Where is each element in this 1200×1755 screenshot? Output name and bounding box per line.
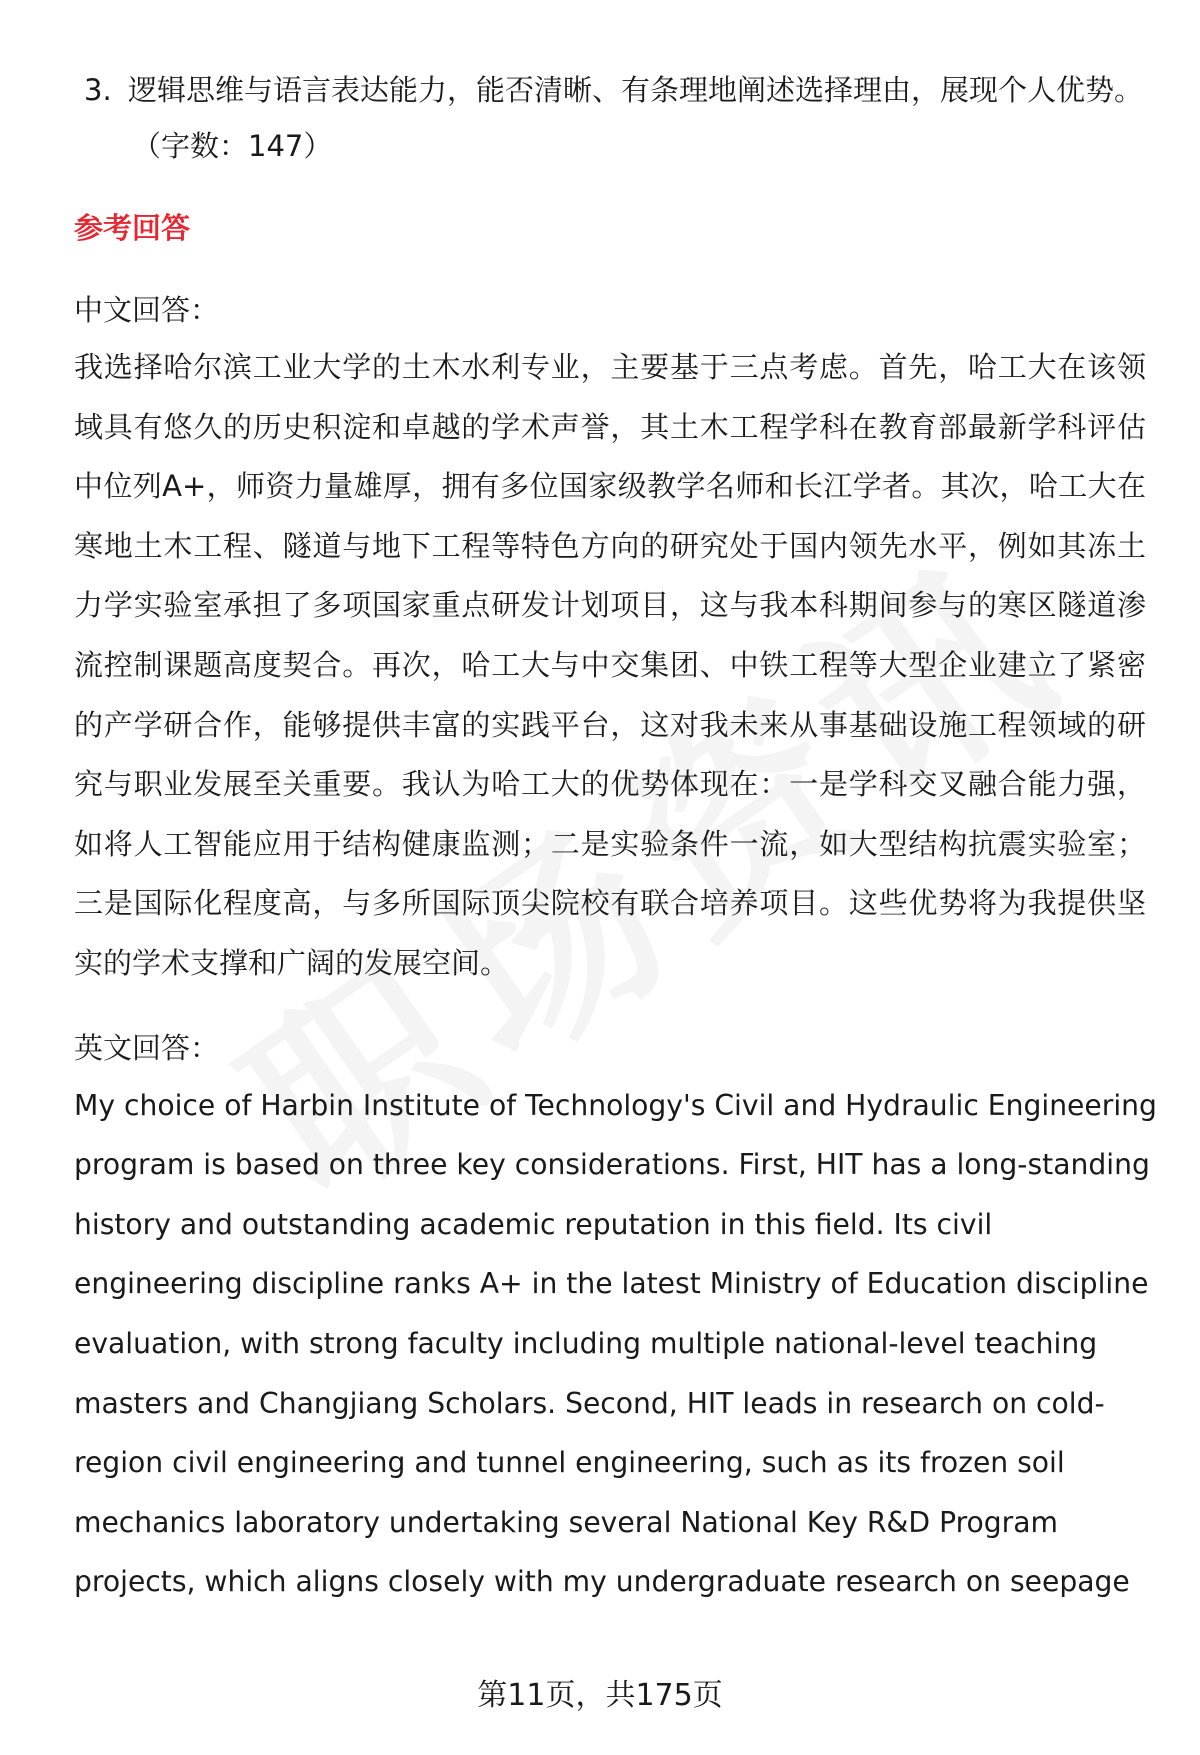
list-number: 3. bbox=[84, 73, 112, 107]
chinese-answer-paragraph: 我选择哈尔滨工业大学的土木水利专业，主要基于三点考虑。首先，哈工大在该领域具有悠久的历史积淀和卓越的学术声誉，其土木工程学科在教育部最新学科评估中位列A+，师资力量雄厚，拥有多位国家级教学名师和长江学者。其次，哈工大在寒地土木工程、隧道与地下工程等特色方向的研究处于国内领先水平，例如其冻土力学实验室承担了多项国家重点研发计划项目，这与我本科期间参与的寒区隧道渗流控制课题高度契合。再次，哈工大与中交集团、中铁工程等大型企业建立了紧密的产学研合作，能够提供丰富的实践平台，这对我未来从事基础设施工程领域的研究与职业发展至关重要。我认为哈工大的优势体现在：一是学科交叉融合能力强，如将人工智能应用于结构健康监测；二是实验条件一流，如大型结构抗震实验室；三是国际化程度高，与多所国际顶尖院校有联合培养项目。这些优势将为我提供坚实的学术支撑和广阔的发展空间。 bbox=[74, 350, 1146, 980]
word-count: （字数：147） bbox=[132, 129, 333, 163]
chinese-answer-label: 中文回答： bbox=[74, 293, 220, 327]
document-body bbox=[74, 62, 1157, 1612]
english-answer-label: 英文回答： bbox=[74, 1030, 220, 1065]
requirement-item-3 bbox=[74, 62, 1188, 118]
requirement-text: 逻辑思维与语言表达能力，能否清晰、有条理地阐述选择理由，展现个人优势。 bbox=[128, 73, 1144, 107]
english-answer-paragraph: My choice of Harbin Institute of Technology's Civil and Hydraulic Engineering program is based on three key considerations. First, HIT has a long-standing history and outstanding academic reputation in this field. Its civil engineering discipline ranks A+ in the latest Ministry of Education discipline evaluation, with strong faculty including multiple national-level teaching masters and Changjiang Scholars. Second, HIT leads in research on cold-region civil engineering and tunnel engineering, such as its frozen soil mechanics laboratory undertaking several National Key R&D Program projects, which aligns closely with my undergraduate research on seepage bbox=[74, 1088, 1157, 1599]
reference-answer-heading: 参考回答 bbox=[74, 211, 191, 245]
page-footer: 第11页，共175页 bbox=[477, 1678, 723, 1713]
